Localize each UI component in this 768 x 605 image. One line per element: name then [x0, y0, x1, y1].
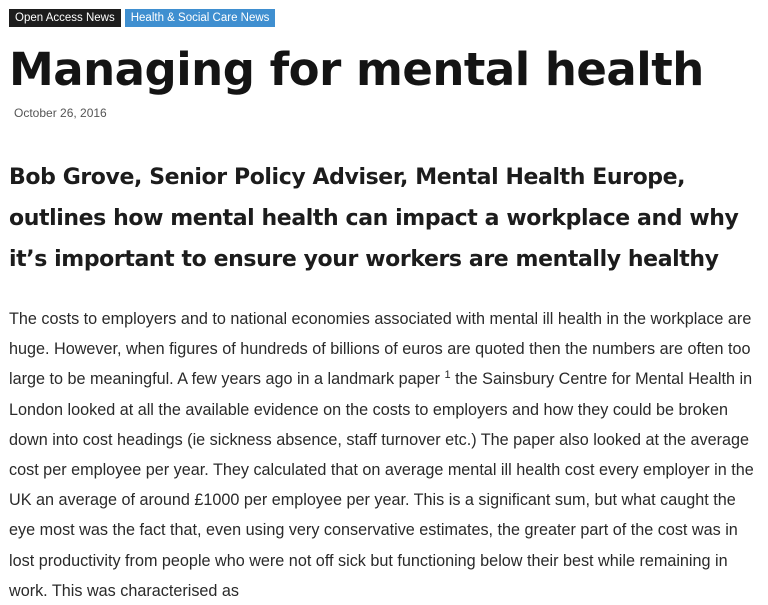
article-title: Managing for mental health	[9, 43, 704, 96]
body-text-part-2: the Sainsbury Centre for Mental Health in London looked at all the available evidence on the costs to employers and how they could be broken down into cost headings (ie sickness absence, staff turnover etc.) The paper also looked at the average cost per employee per year. They calculated that on average mental ill health cost every employer in the UK an average of around £1000 per employee per year. This is a significant sum, but what caught the eye most was the fact that, even using very conservative estimates, the greater part of the cost was in lost productivity from people who were not off sick but functioning below their best while remaining in work. This was characterised as	[9, 370, 754, 600]
article-body-paragraph	[9, 304, 764, 605]
category-tag-open-access-news[interactable]: Open Access News	[9, 9, 121, 27]
category-tag-health-social-care-news[interactable]: Health & Social Care News	[125, 9, 276, 27]
body-text-part-1: The costs to employers and to national economies associated with mental ill health in the workplace are huge. However, when figures of hundreds of billions of euros are quoted then the numbers are often too large to be meaningful. A few years ago in a landmark paper	[9, 310, 752, 389]
article-date: October 26, 2016	[14, 106, 107, 120]
footnote-reference[interactable]: 1	[444, 369, 451, 382]
article-standfirst: Bob Grove, Senior Policy Adviser, Mental Health Europe, outlines how mental health can impact a workplace and why it’s important to ensure your workers are mentally healthy	[9, 165, 739, 272]
category-tags	[9, 9, 275, 27]
